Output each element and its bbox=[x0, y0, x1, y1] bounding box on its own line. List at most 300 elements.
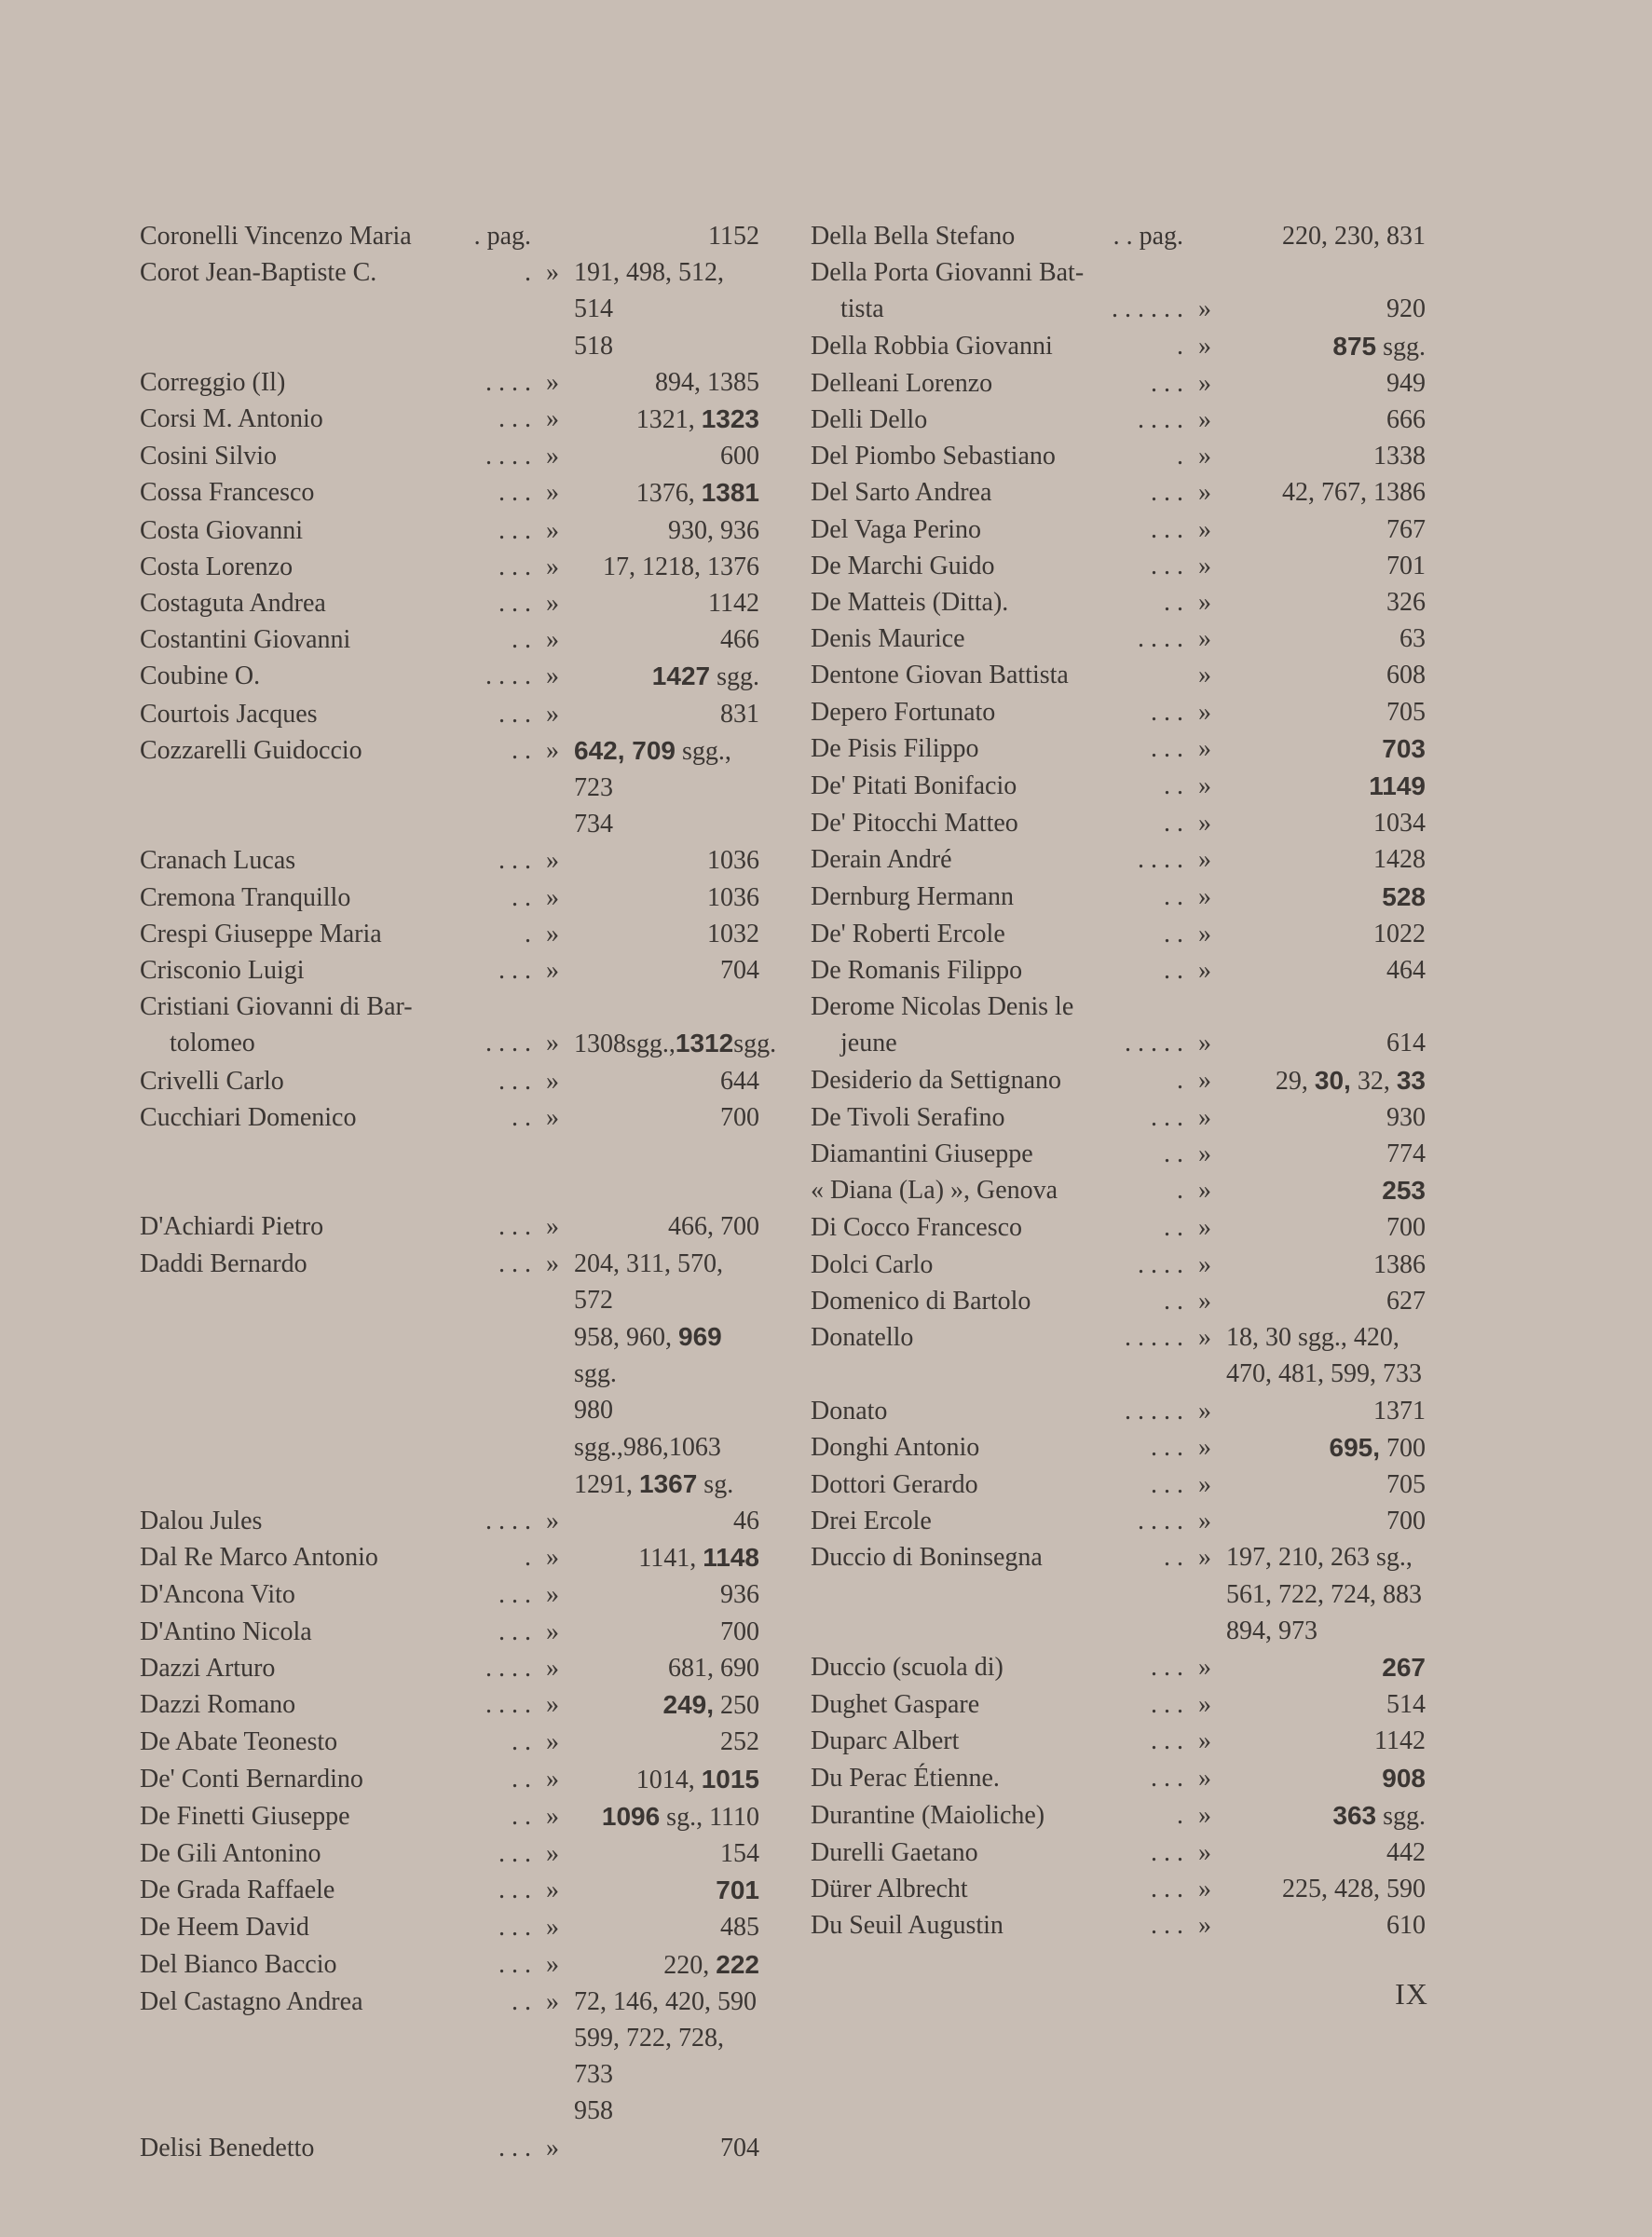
index-entry bbox=[811, 1539, 1426, 1649]
entry-name-block bbox=[811, 768, 1183, 805]
page-ref: 1014, bbox=[635, 1765, 702, 1794]
page-references bbox=[574, 621, 759, 658]
entry-name-block bbox=[811, 1136, 1183, 1172]
page-ref: 514 bbox=[1386, 1690, 1426, 1720]
entry-name-block bbox=[811, 1907, 1183, 1944]
entry-name: Derome Nicolas Denis le bbox=[811, 992, 1074, 1022]
index-entry bbox=[140, 658, 759, 695]
entry-name-block bbox=[811, 1539, 1183, 1649]
page-ref: sgg. bbox=[574, 1323, 729, 1389]
entry-name: Donato bbox=[811, 1396, 888, 1425]
page-line bbox=[574, 842, 759, 879]
entry-name-block bbox=[811, 1649, 1183, 1686]
page-line bbox=[1226, 365, 1426, 402]
page-ref: 930 bbox=[1386, 1102, 1426, 1132]
page-line bbox=[1226, 1686, 1426, 1723]
ditto-mark: » bbox=[1198, 1652, 1211, 1682]
ditto-mark: » bbox=[1198, 1396, 1211, 1425]
index-entry bbox=[811, 841, 1426, 878]
entry-name-block bbox=[811, 952, 1183, 989]
entry-name: Du Seuil Augustin bbox=[811, 1911, 1003, 1941]
index-entry bbox=[811, 1283, 1426, 1319]
index-entry bbox=[811, 879, 1426, 916]
entry-name-block bbox=[811, 989, 1183, 1061]
entry-name: Domenico di Bartolo bbox=[811, 1286, 1031, 1316]
page-ref: 561, 722, 724, 883 bbox=[1226, 1579, 1422, 1609]
page-ref: 1376, bbox=[635, 479, 702, 509]
page-line bbox=[1226, 1283, 1426, 1319]
index-entry bbox=[811, 657, 1426, 693]
entry-name: De' Conti Bernardino bbox=[140, 1764, 363, 1794]
page-ref-bold: 1149 bbox=[1369, 771, 1426, 801]
index-entry bbox=[811, 1760, 1426, 1797]
page-line bbox=[574, 438, 759, 474]
entry-name-block bbox=[811, 1099, 1183, 1136]
page-ref: 705 bbox=[1386, 697, 1426, 727]
page-line bbox=[1226, 1907, 1426, 1944]
entry-name-block bbox=[811, 402, 1183, 438]
index-entry bbox=[811, 438, 1426, 474]
page-references bbox=[574, 1909, 759, 1945]
entry-name-block bbox=[140, 1576, 531, 1613]
entry-name: Costantini Giovanni bbox=[140, 625, 351, 655]
leader-dots: . . . bbox=[498, 552, 531, 581]
index-entry bbox=[811, 621, 1426, 657]
entry-name-block bbox=[140, 696, 531, 732]
page-ref-bold: 363 bbox=[1332, 1800, 1377, 1830]
page-ref: 1371 bbox=[1373, 1396, 1426, 1425]
leader-dots: . . bbox=[1164, 1139, 1183, 1169]
ditto-mark: » bbox=[1198, 588, 1211, 618]
page-ref: 930, 936 bbox=[668, 515, 759, 545]
page-references bbox=[1226, 1760, 1426, 1797]
page-ref: 220, bbox=[663, 1950, 717, 1980]
entry-name: Crisconio Luigi bbox=[140, 956, 305, 986]
entry-name: De Gili Antonino bbox=[140, 1838, 321, 1868]
page-ref-bold: 33 bbox=[1396, 1065, 1426, 1095]
entry-name: Du Perac Étienne. bbox=[811, 1763, 1000, 1793]
entry-name: « Diana (La) », Genova bbox=[811, 1176, 1058, 1206]
entry-name-block bbox=[811, 730, 1183, 768]
ditto-mark: » bbox=[1198, 1837, 1211, 1867]
page-line bbox=[1226, 730, 1426, 768]
index-entry bbox=[140, 989, 777, 1062]
ditto-mark: » bbox=[546, 552, 559, 581]
ditto-mark: » bbox=[546, 1029, 559, 1058]
page-references bbox=[1226, 1503, 1426, 1539]
leader-dots: . . bbox=[512, 1727, 531, 1757]
page-ref: 1032 bbox=[707, 919, 759, 948]
page-ref: 700 bbox=[720, 1102, 759, 1132]
entry-name: De Heem David bbox=[140, 1913, 309, 1943]
index-entry bbox=[811, 1797, 1426, 1835]
entry-name: Del Vaga Perino bbox=[811, 514, 981, 544]
page-ref-bold: 969 bbox=[678, 1322, 722, 1352]
entry-name: De' Pitocchi Matteo bbox=[811, 809, 1018, 839]
leader-dots: . bbox=[525, 258, 531, 288]
entry-name-block bbox=[140, 401, 531, 438]
index-entry bbox=[811, 1062, 1426, 1099]
entry-name-block bbox=[811, 1760, 1183, 1797]
entry-name-block bbox=[811, 1686, 1183, 1723]
entry-name-block bbox=[140, 254, 531, 364]
entry-name-block bbox=[140, 1614, 531, 1650]
entry-name-block bbox=[140, 1984, 531, 2130]
page-references bbox=[574, 1576, 759, 1613]
index-entry bbox=[811, 1686, 1426, 1723]
ditto-mark: » bbox=[1198, 1800, 1211, 1830]
page-ref-bold: 222 bbox=[716, 1949, 759, 1979]
ditto-mark: » bbox=[546, 919, 559, 948]
ditto-mark: » bbox=[546, 404, 559, 434]
entry-name: D'Achiardi Pietro bbox=[140, 1212, 324, 1242]
index-entry bbox=[140, 254, 759, 364]
leader-dots: . . . bbox=[498, 846, 531, 876]
page-line bbox=[574, 658, 759, 695]
page-line bbox=[1226, 512, 1426, 548]
entry-name: D'Ancona Vito bbox=[140, 1580, 295, 1610]
entry-name: Dal Re Marco Antonio bbox=[140, 1543, 378, 1573]
page-line bbox=[574, 1614, 759, 1650]
entry-name: Cossa Francesco bbox=[140, 478, 315, 508]
entry-name: Coronelli Vincenzo Maria bbox=[140, 222, 412, 251]
ditto-mark: » bbox=[1198, 1432, 1211, 1462]
page-ref-bold: 695, bbox=[1329, 1432, 1380, 1462]
page-ref: 627 bbox=[1386, 1286, 1426, 1316]
ditto-mark: » bbox=[1198, 1102, 1211, 1132]
page-references bbox=[1226, 218, 1426, 254]
page-ref: 1308sgg., bbox=[574, 1030, 676, 1059]
leader-dots: . bbox=[1177, 1065, 1183, 1095]
page-line bbox=[1226, 879, 1426, 916]
page-line bbox=[574, 1392, 759, 1465]
page-ref: 700 bbox=[1386, 1507, 1426, 1536]
index-entry bbox=[140, 1063, 759, 1099]
leader-dots: . . . bbox=[1151, 697, 1183, 727]
page-line bbox=[1226, 218, 1426, 254]
page-line bbox=[1226, 621, 1426, 657]
index-entry bbox=[811, 1429, 1426, 1466]
ditto-mark: » bbox=[546, 1913, 559, 1943]
entry-name: Cozzarelli Guidoccio bbox=[140, 735, 362, 765]
entry-name: De Tivoli Serafino bbox=[811, 1102, 1005, 1132]
entry-name: Duccio (scuola di) bbox=[811, 1652, 1003, 1682]
page-references bbox=[574, 1946, 759, 1984]
page-references bbox=[1226, 1723, 1426, 1759]
leader-dots: . . bbox=[1164, 881, 1183, 911]
page-line bbox=[574, 806, 759, 842]
page-ref-bold: 1427 bbox=[651, 662, 711, 691]
page-ref: 1142 bbox=[708, 589, 759, 619]
leader-dots: . . . . . bbox=[1125, 1323, 1183, 1353]
leader-dots: . bbox=[1177, 1800, 1183, 1830]
page-ref: 63 bbox=[1399, 624, 1426, 654]
page-line bbox=[574, 1761, 759, 1798]
index-entry bbox=[140, 1872, 759, 1909]
page-line bbox=[574, 401, 759, 438]
entry-name: Duccio di Boninsegna bbox=[811, 1543, 1043, 1573]
ditto-mark: » bbox=[1198, 1763, 1211, 1793]
entry-name: Courtois Jacques bbox=[140, 699, 318, 729]
index-entry bbox=[811, 1871, 1426, 1907]
entry-name: Coubine O. bbox=[140, 662, 261, 691]
page-references bbox=[1226, 879, 1426, 916]
page-line bbox=[1226, 402, 1426, 438]
page-line bbox=[1226, 916, 1426, 952]
index-entry bbox=[811, 548, 1426, 584]
page-references bbox=[574, 842, 759, 879]
leader-dots: . . . bbox=[1151, 1837, 1183, 1867]
page-references bbox=[574, 1686, 759, 1724]
index-entry bbox=[140, 621, 759, 658]
page-ref: 831 bbox=[720, 699, 759, 729]
leader-dots: . . . bbox=[1151, 478, 1183, 508]
page-line bbox=[574, 880, 759, 916]
index-entry bbox=[140, 1503, 759, 1539]
entry-name: Della Robbia Giovanni bbox=[811, 331, 1053, 361]
page-line bbox=[574, 1063, 759, 1099]
page-ref: 734 bbox=[574, 810, 613, 839]
page-ref: 204, 311, 570, 572 bbox=[574, 1248, 730, 1315]
page-ref: 191, 498, 512, 514 bbox=[574, 258, 730, 324]
page-references bbox=[1226, 952, 1426, 989]
ditto-mark: » bbox=[1198, 442, 1211, 471]
ditto-mark: » bbox=[546, 1949, 559, 1979]
ditto-mark: » bbox=[1198, 405, 1211, 435]
leader-dots: . . bbox=[512, 882, 531, 912]
page-line bbox=[574, 916, 759, 952]
entry-name: De Marchi Guido bbox=[811, 551, 995, 580]
page-ref: 72, 146, 420, 590 bbox=[574, 1986, 757, 2016]
entry-name: Della Bella Stefano bbox=[811, 222, 1016, 251]
page-ref-bold: 908 bbox=[1382, 1763, 1426, 1793]
entry-name-block bbox=[811, 1871, 1183, 1907]
ditto-mark: » bbox=[546, 1876, 559, 1905]
index-entry bbox=[811, 218, 1426, 254]
entry-name: De Matteis (Ditta). bbox=[811, 588, 1009, 618]
leader-dots: . . . bbox=[498, 1212, 531, 1242]
page-references bbox=[574, 1063, 759, 1099]
page-references bbox=[1226, 438, 1426, 474]
page-references bbox=[574, 696, 759, 732]
ditto-mark: » bbox=[1198, 1139, 1211, 1169]
page-ref: 1291, bbox=[574, 1469, 639, 1499]
ditto-mark: » bbox=[546, 846, 559, 876]
entry-name-block bbox=[811, 474, 1183, 511]
entry-name-block bbox=[811, 1466, 1183, 1503]
page-ref: 958 bbox=[574, 2096, 613, 2126]
index-entry bbox=[811, 365, 1426, 402]
leader-dots: . . . bbox=[498, 1838, 531, 1868]
page-ref: 326 bbox=[1386, 588, 1426, 618]
entry-name-block bbox=[811, 1283, 1183, 1319]
page-references bbox=[1226, 1539, 1426, 1649]
leader-dots: . . . bbox=[1151, 1102, 1183, 1132]
entry-name-block bbox=[140, 1539, 531, 1576]
ditto-mark: » bbox=[546, 1212, 559, 1242]
entry-name-block bbox=[140, 658, 531, 695]
page-ref: 464 bbox=[1386, 956, 1426, 986]
page-references bbox=[1226, 1429, 1426, 1466]
page-ref: 894, 973 bbox=[1226, 1616, 1318, 1645]
ditto-mark: » bbox=[546, 1543, 559, 1573]
entry-name-block bbox=[811, 916, 1183, 952]
entry-name-block bbox=[140, 1798, 531, 1835]
page-references bbox=[574, 512, 759, 549]
page-ref: 442 bbox=[1386, 1837, 1426, 1867]
page-references bbox=[574, 880, 759, 916]
page-references bbox=[1226, 1393, 1426, 1429]
page-ref-bold: 1312 bbox=[675, 1029, 734, 1058]
page-line bbox=[1226, 1356, 1426, 1392]
leader-dots: . . . bbox=[498, 404, 531, 434]
page-references bbox=[1226, 512, 1426, 548]
page-line bbox=[574, 1246, 759, 1318]
entry-name: Duparc Albert bbox=[811, 1726, 960, 1756]
ditto-mark: » bbox=[546, 1507, 559, 1536]
page-line bbox=[574, 1650, 759, 1686]
index-entry bbox=[140, 1650, 759, 1686]
leader-dots: . . bbox=[1164, 588, 1183, 618]
entry-name: Dottori Gerardo bbox=[811, 1469, 978, 1499]
page-line bbox=[1226, 1723, 1426, 1759]
index-entry bbox=[811, 1393, 1426, 1429]
page-references bbox=[1226, 1871, 1426, 1907]
page-ref: 1152 bbox=[708, 222, 759, 251]
ditto-mark bbox=[531, 218, 574, 254]
leader-dots: . . . . bbox=[485, 1690, 531, 1720]
entry-name: Diamantini Giuseppe bbox=[811, 1139, 1033, 1169]
page-ref: 1036 bbox=[707, 882, 759, 912]
ditto-mark: » bbox=[1198, 1726, 1211, 1756]
index-entry bbox=[140, 438, 759, 474]
entry-name-block bbox=[811, 1319, 1183, 1392]
page-references bbox=[574, 1246, 759, 1503]
page-references bbox=[1226, 1319, 1426, 1392]
entry-name-block bbox=[140, 1686, 531, 1724]
index-entry bbox=[811, 1466, 1426, 1503]
page-references bbox=[1226, 694, 1426, 730]
leader-dots: . . . . . . bbox=[1112, 294, 1183, 324]
entry-name: Desiderio da Settignano bbox=[811, 1065, 1062, 1095]
leader-dots: . . . bbox=[498, 956, 531, 986]
index-entry bbox=[140, 880, 759, 916]
leader-dots: . . bbox=[1164, 1286, 1183, 1316]
entry-name: Del Castagno Andrea bbox=[140, 1986, 363, 2016]
page-line bbox=[574, 1466, 759, 1503]
page-line bbox=[1226, 805, 1426, 841]
index-entry bbox=[811, 694, 1426, 730]
page-line bbox=[574, 549, 759, 585]
index-entry bbox=[140, 512, 759, 549]
page-ref: 767 bbox=[1386, 514, 1426, 544]
entry-name: Del Piombo Sebastiano bbox=[811, 442, 1056, 471]
ditto-mark: » bbox=[1198, 478, 1211, 508]
page-ref: 197, 210, 263 sg., bbox=[1226, 1543, 1413, 1573]
page-references bbox=[1226, 1062, 1426, 1099]
entry-name: Dolci Carlo bbox=[811, 1249, 934, 1279]
page-ref-bold: 267 bbox=[1382, 1652, 1426, 1682]
ditto-mark: » bbox=[1198, 919, 1211, 948]
page-references bbox=[1226, 548, 1426, 584]
page-references bbox=[574, 2130, 759, 2166]
index-entry bbox=[811, 512, 1426, 548]
page-ref: 958, 960, bbox=[574, 1323, 678, 1353]
index-entry bbox=[811, 1136, 1426, 1172]
entry-name: Crespi Giuseppe Maria bbox=[140, 919, 382, 948]
page-references bbox=[1226, 1466, 1426, 1503]
ditto-mark: » bbox=[1198, 661, 1211, 690]
page-references bbox=[574, 585, 759, 621]
entry-name-block bbox=[811, 805, 1183, 841]
ditto-mark: » bbox=[1198, 845, 1211, 875]
page-line bbox=[1226, 657, 1426, 693]
ditto-mark: » bbox=[546, 1727, 559, 1757]
page-line bbox=[574, 2093, 759, 2129]
ditto-mark: » bbox=[1198, 294, 1211, 324]
entry-name-block bbox=[140, 438, 531, 474]
leader-dots: . bbox=[525, 1543, 531, 1573]
index-entry bbox=[811, 1835, 1426, 1871]
page-references bbox=[574, 1724, 759, 1760]
ditto-mark: » bbox=[546, 367, 559, 397]
page-line bbox=[1226, 1466, 1426, 1503]
index-entry bbox=[811, 1649, 1426, 1686]
page-ref: 610 bbox=[1386, 1911, 1426, 1941]
entry-name-block bbox=[811, 1503, 1183, 1539]
entry-name-block bbox=[140, 621, 531, 658]
entry-name: Durelli Gaetano bbox=[811, 1837, 978, 1867]
page-line bbox=[574, 1946, 759, 1984]
page-line bbox=[574, 1984, 759, 2020]
entry-name-block bbox=[140, 842, 531, 879]
ditto-mark: » bbox=[1198, 771, 1211, 801]
index-entry bbox=[140, 1099, 759, 1136]
page-line bbox=[574, 512, 759, 549]
entry-name: Costa Giovanni bbox=[140, 515, 303, 545]
ditto-mark: » bbox=[546, 1066, 559, 1096]
page-ref: 705 bbox=[1386, 1469, 1426, 1499]
index-entry bbox=[811, 916, 1426, 952]
entry-name: Crivelli Carlo bbox=[140, 1066, 284, 1096]
page-line bbox=[1226, 1209, 1426, 1246]
page-line bbox=[1226, 328, 1426, 365]
entry-name-block bbox=[140, 1724, 531, 1760]
page-ref-bold: 528 bbox=[1382, 881, 1426, 911]
entry-name-block bbox=[811, 512, 1183, 548]
page-ref-bold: 30, bbox=[1314, 1065, 1351, 1095]
page-line bbox=[574, 1835, 759, 1872]
index-entry bbox=[140, 1835, 759, 1872]
page-references bbox=[574, 364, 759, 401]
page-ref: 466 bbox=[720, 625, 759, 655]
ditto-mark: » bbox=[546, 442, 559, 471]
page-line bbox=[1226, 1136, 1426, 1172]
entry-name: Depero Fortunato bbox=[811, 697, 996, 727]
index-entry bbox=[140, 1246, 759, 1503]
page-references bbox=[1226, 1835, 1426, 1871]
page-line bbox=[1226, 1062, 1426, 1099]
entry-name-block bbox=[140, 989, 531, 1062]
entry-name: Cosini Silvio bbox=[140, 442, 278, 471]
index-entry bbox=[811, 1319, 1426, 1392]
entry-name: jeune bbox=[840, 1029, 897, 1058]
ditto-mark: » bbox=[546, 1653, 559, 1683]
page-line bbox=[1226, 584, 1426, 621]
index-entry bbox=[140, 952, 759, 989]
page-line bbox=[574, 1318, 759, 1392]
leader-dots: . . . . bbox=[485, 1653, 531, 1683]
